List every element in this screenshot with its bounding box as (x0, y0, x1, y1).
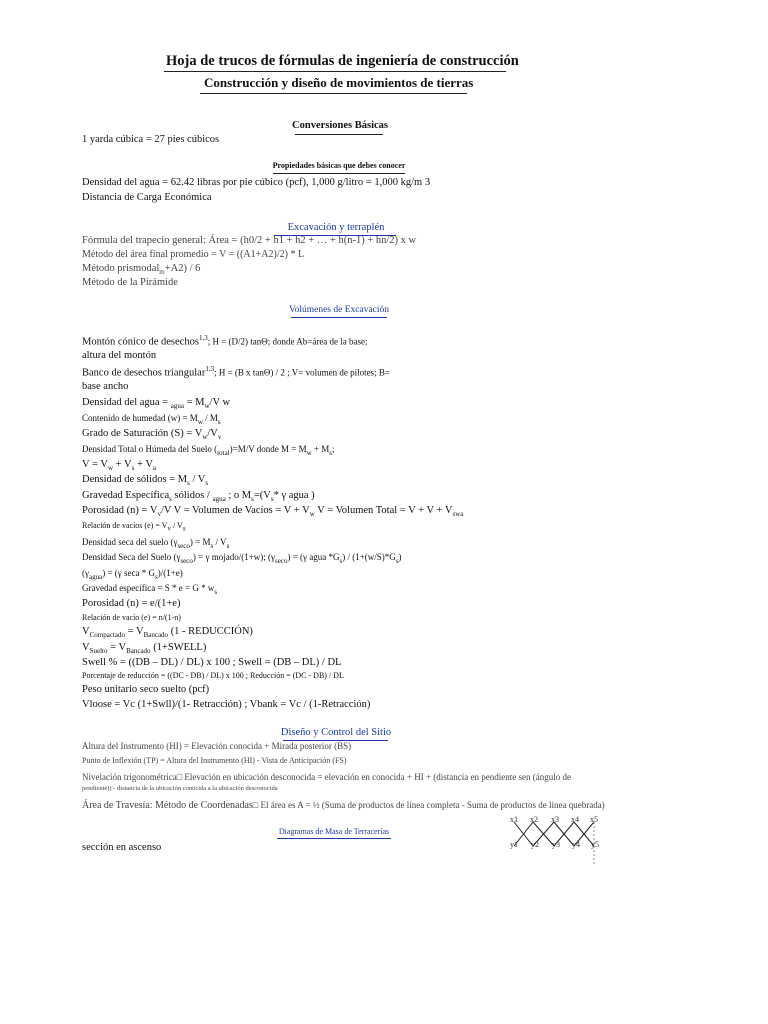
subscript: a (460, 510, 464, 519)
text-line (82, 583, 217, 596)
text-segment: Método prismodal (82, 263, 160, 274)
subscript: seco (180, 556, 193, 565)
subscript: v (167, 524, 171, 533)
subscript: w (204, 402, 210, 411)
subscript: w (309, 510, 315, 519)
text-line: sección en ascenso (82, 842, 162, 853)
y-label: y4 (572, 840, 580, 849)
text-segment: (γ (82, 568, 89, 578)
text-segment: /V w (209, 397, 231, 408)
subscript: w (197, 417, 203, 426)
text-segment: /V (207, 428, 218, 439)
subscript: w (455, 510, 461, 519)
text-segment: / V (189, 474, 206, 485)
text-line (82, 772, 571, 782)
text-segment: V (82, 626, 90, 637)
text-line: Swell % = ((DB – DL) / DL) x 100 ; Swell = (DB – DL) / DL (82, 657, 342, 668)
text-segment: ; H = (D/2) tanΘ; donde Ab=área de la base; (207, 336, 368, 347)
subscript: s (251, 495, 254, 504)
subscript: s (395, 556, 399, 565)
text-line: Punto de Inflexión (TP) = Altura del Instrumento (HI) - Vista de Anticipación (FS) (82, 756, 347, 765)
text-segment: V = V (82, 459, 108, 470)
text-segment: = V (107, 642, 127, 653)
text-segment: V = Volumen de Vacíos = V + V (171, 505, 310, 516)
text-segment: Densidad Total o Húmeda del Suelo ( (82, 444, 218, 454)
subscript: agua (88, 572, 103, 581)
y-label: y1 (510, 840, 518, 849)
subscript: seco (177, 541, 190, 550)
text-segment: V = Volumen Total = V + V + V (314, 505, 453, 516)
section-heading-diagramas: Diagramas de Masa de Terracerías (278, 827, 390, 836)
text-segment: V (82, 642, 90, 653)
text-line (82, 263, 200, 276)
subscript: s (210, 541, 214, 550)
text-line (82, 474, 208, 487)
y-label: y2 (531, 840, 539, 849)
text-segment: Área de Travesía: Método de Coordenadas (82, 800, 253, 811)
text-line: altura del montón (82, 350, 157, 361)
subscript: s (226, 541, 230, 550)
text-line (82, 568, 183, 581)
text-segment: /V (160, 505, 172, 516)
text-segment: )/(1+e) (157, 568, 183, 578)
subscript: Bancado (126, 647, 151, 656)
superscript: 1,3 (205, 365, 215, 373)
text-segment: Banco de desechos triangular (82, 367, 206, 379)
text-segment: Porosidad (n) = V (82, 505, 158, 516)
subscript: v (217, 433, 222, 442)
text-line (82, 397, 230, 410)
text-line (82, 521, 186, 533)
text-segment: ; H = (B x tanΘ) / 2 ; V= volumen de pilotes; B= (214, 367, 390, 378)
text-segment: Relación de vacíos (e) = V (82, 521, 168, 530)
subscript: a (152, 464, 157, 473)
subtitle-underline (200, 93, 467, 94)
text-line: 1 yarda cúbica = 27 pies cúbicos (82, 134, 220, 145)
text-segment: Densidad seca del suelo (γ (82, 537, 178, 547)
text-segment: ; (332, 444, 335, 454)
subscript: s (339, 556, 343, 565)
text-line: Vloose = Vc (1+Swll)/(1- Retracción) ; Vbank = Vc / (1-Retracción) (82, 699, 371, 710)
subscript: Suelto (89, 647, 108, 656)
text-segment: = V (124, 626, 144, 637)
x-label: x5 (590, 815, 598, 824)
text-line: pendiente)) - distancia de la ubicación conocida a la ubicación desconocida (82, 785, 278, 792)
subscript: s (452, 510, 456, 519)
text-segment: sólidos / (171, 490, 213, 501)
text-segment: )=M/V donde M = M (229, 444, 307, 454)
section-heading-excavacion: Excavación y terraplén (287, 222, 385, 233)
text-line: Método de la Pirámide (82, 277, 178, 288)
text-segment: Densidad del agua = (82, 397, 171, 408)
text-line: Peso unitario seco suelto (pcf) (82, 684, 210, 695)
subscript: s (270, 495, 274, 504)
box-glyph: □ (252, 800, 259, 810)
text-line (82, 444, 335, 457)
text-segment: =(V (253, 490, 271, 501)
subscript: s (155, 572, 158, 581)
text-segment: Densidad Seca del Suelo (γ (82, 552, 181, 562)
x-label: x4 (571, 815, 579, 824)
text-line: Distancia de Carga Económica (82, 192, 212, 203)
subscript: m (159, 268, 165, 277)
subscript: v (157, 510, 161, 519)
heading-underline (277, 838, 391, 839)
subscript: total (217, 448, 230, 457)
box-glyph: □ (176, 772, 183, 782)
section-heading-volumenes: Volúmenes de Excavación (288, 305, 390, 315)
text-line: Método del área final promedio = V = ((A1+A2)/2) * L (82, 249, 305, 260)
title-underline (164, 71, 506, 72)
text-segment: Grado de Saturación (S) = V (82, 428, 203, 439)
subscript: agua (170, 402, 184, 411)
text-line: Porcentaje de reducción = ((DC - DB) / DL) x 100 ; Reducción = (DC - DB) / DL (82, 671, 344, 680)
y-label: y3 (552, 840, 560, 849)
text-segment: Elevación en ubicación desconocida = elevación en conocida + HI + (distancia en pendiente sen (ángulo de (182, 772, 571, 782)
text-line (82, 626, 253, 639)
heading-underline (291, 317, 387, 318)
text-line (82, 490, 315, 503)
text-segment: El área es A = ½ (Suma de productos de línea completa - Suma de productos de línea quebrada) (258, 800, 605, 810)
subscript: agua (212, 495, 226, 504)
text-line (82, 505, 463, 518)
y-label: y5 (591, 840, 599, 849)
x-label: x2 (530, 815, 538, 824)
text-line (82, 459, 156, 472)
subscript: s (187, 479, 190, 488)
text-line: Densidad del agua = 62.42 libras por pie cúbico (pcf), 1,000 g/litro = 1,000 kg/m 3 (82, 177, 431, 188)
text-segment: Contenido de humedad (w) = M (82, 413, 198, 423)
text-segment: / M (202, 413, 218, 423)
text-line (82, 800, 605, 811)
subscript: s (131, 464, 135, 473)
text-line (82, 365, 390, 379)
x-label: x1 (510, 815, 518, 824)
text-segment: Nivelación trigonométrica (82, 772, 177, 782)
text-line: Altura del Instrumento (HI) = Elevación conocida + Mirada posterior (BS) (82, 741, 352, 751)
x-label: x3 (551, 815, 559, 824)
subscript: s (329, 448, 333, 457)
text-segment: = M (183, 397, 205, 408)
subscript: w (306, 448, 312, 457)
text-line: Relación de vacío (e) = n/(1-n) (82, 613, 181, 622)
text-segment: ) = γ mojado/(1+w); (γ (192, 552, 275, 562)
subscript: s (205, 479, 209, 488)
text-segment: Montón cónico de desechos (82, 336, 199, 348)
text-line: base ancho (82, 381, 129, 392)
text-segment: ) (398, 552, 402, 562)
text-line (82, 552, 402, 565)
text-segment: ) = (γ agua *G (287, 552, 340, 562)
page-subtitle: Construcción y diseño de movimientos de tierras (204, 75, 474, 90)
subscript: s (217, 417, 221, 426)
heading-underline (295, 134, 383, 135)
text-line (82, 334, 368, 348)
text-segment: ; o M (225, 490, 252, 501)
subscript: w (202, 433, 208, 442)
text-segment: + V (113, 459, 132, 470)
text-segment: / V (213, 537, 227, 547)
subscript: s (214, 587, 218, 596)
subscript: w (107, 464, 114, 473)
section-heading-propiedades: Propiedades básicas que debes conocer (272, 161, 406, 170)
text-segment: +A2) / 6 (164, 263, 201, 274)
subscript: Bancado (143, 631, 169, 640)
text-segment: Densidad de sólidos = M (82, 474, 188, 485)
text-segment: Gravedad Específica (82, 490, 170, 501)
subscript: Compactado (89, 631, 125, 640)
text-segment: + V (134, 459, 153, 470)
text-segment: ) = M (189, 537, 211, 547)
subscript: s (182, 524, 186, 533)
text-segment: * γ agua ) (273, 490, 315, 501)
text-line (82, 642, 206, 655)
text-segment: ) = (γ seca * G (102, 568, 155, 578)
text-segment: + M (311, 444, 330, 454)
text-segment: ) / (1+(w/S)*G (342, 552, 396, 562)
subscript: seco (275, 556, 288, 565)
text-segment: (1 - REDUCCIÓN) (168, 626, 253, 637)
subscript: s (169, 495, 172, 504)
text-line (82, 428, 221, 441)
text-line: Fórmula del trapecio general: Área = (h0/2 + h1 + h2 + … + h(n-1) + hn/2) x w (82, 235, 417, 246)
heading-underline (273, 173, 405, 174)
text-segment: / V (170, 521, 183, 530)
superscript: 1,3 (198, 334, 208, 342)
section-heading-diseno: Diseño y Control del Sitio (280, 727, 392, 738)
page-title: Hoja de trucos de fórmulas de ingeniería de construcción (166, 53, 519, 69)
text-line (82, 413, 221, 426)
text-segment: (1+SWELL) (150, 642, 207, 653)
text-line (82, 537, 229, 550)
section-heading-conversiones: Conversiones Básicas (292, 120, 388, 131)
text-segment: Gravedad específica = S * e = G * w (82, 583, 215, 593)
text-line: Porosidad (n) = e/(1+e) (82, 598, 181, 609)
